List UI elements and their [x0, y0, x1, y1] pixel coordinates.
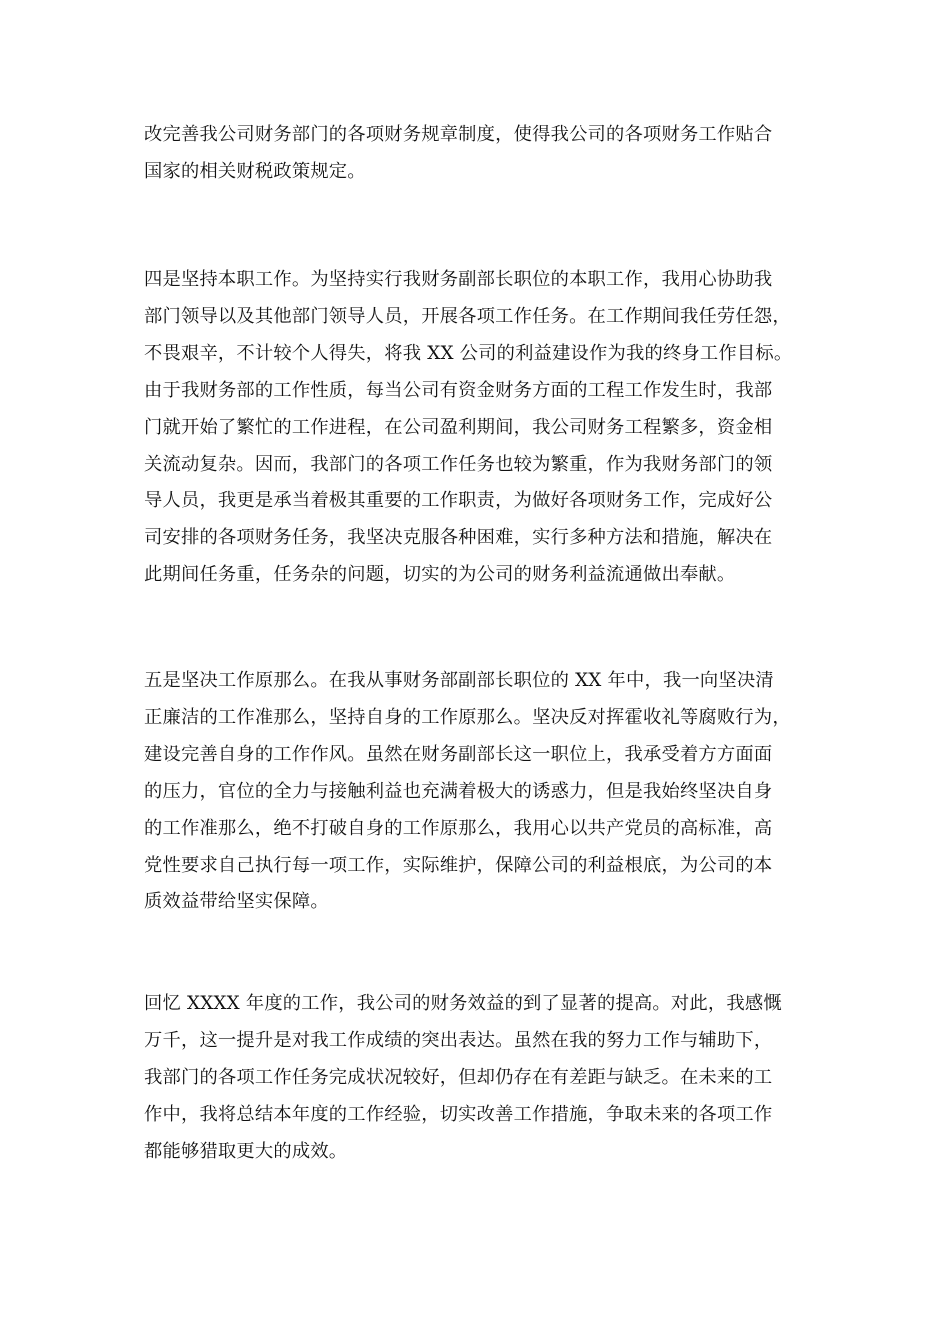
text-line: 关流动复杂。因而，我部门的各项工作任务也较为繁重，作为我财务部门的领: [144, 453, 773, 475]
paragraph-year-review: [144, 986, 809, 1171]
text-line: 五是坚决工作原那么。在我从事财务部副部长职位的 XX 年中，我一向坚决清: [144, 670, 774, 691]
text-line: 正廉洁的工作准那么，坚持自身的工作原那么。坚决反对挥霍收礼等腐败行为，: [144, 706, 791, 728]
text-line: 门就开始了繁忙的工作进程，在公司盈利期间，我公司财务工程繁多，资金相: [144, 416, 773, 438]
text-line: 此期间任务重，任务杂的问题，切实的为公司的财务利益流通做出奉献。: [144, 564, 736, 586]
paragraph-financial-regulations: [144, 117, 809, 191]
text-line: 四是坚持本职工作。为坚持实行我财务副部长职位的本职工作，我用心协助我: [144, 269, 773, 290]
text-line: 党性要求自己执行每一项工作，实际维护，保障公司的利益根底，为公司的本: [144, 854, 773, 876]
text-line: 的压力，官位的全力与接触利益也充满着极大的诱惑力，但是我始终坚决自身: [144, 780, 773, 802]
text-line: 我部门的各项工作任务完成状况较好，但却仍存在有差距与缺乏。在未来的工: [144, 1066, 773, 1088]
text-line: 的工作准那么，绝不打破自身的工作原那么，我用心以共产党员的高标准，高: [144, 817, 773, 839]
text-line: 回忆 XXXX 年度的工作，我公司的财务效益的到了显著的提高。对此，我感慨: [144, 993, 782, 1014]
text-line: 建设完善自身的工作作风。虽然在财务副部长这一职位上，我承受着方方面面: [144, 743, 773, 765]
text-line: 作中，我将总结本年度的工作经验，切实改善工作措施，争取未来的各项工作: [144, 1103, 773, 1125]
text-line: 万千，这一提升是对我工作成绩的突出表达。虽然在我的努力工作与辅助下，: [144, 1029, 773, 1051]
text-line: 部门领导以及其他部门领导人员，开展各项工作任务。在工作期间我任劳任怨，: [144, 305, 791, 327]
text-line: 改完善我公司财务部门的各项财务规章制度，使得我公司的各项财务工作贴合: [144, 124, 773, 145]
text-line: 不畏艰辛，不计较个人得失，将我 XX 公司的利益建设作为我的终身工作目标。: [144, 342, 793, 364]
text-line: 质效益带给坚实保障。: [144, 891, 329, 913]
text-line: 导人员，我更是承当着极其重要的工作职责，为做好各项财务工作，完成好公: [144, 490, 773, 512]
paragraph-point-five: [144, 663, 809, 921]
text-line: 国家的相关财税政策规定。: [144, 160, 366, 182]
paragraph-point-four: [144, 262, 809, 594]
text-line: 司安排的各项财务任务，我坚决克服各种困难，实行多种方法和措施，解决在: [144, 527, 773, 549]
text-line: 都能够猎取更大的成效。: [144, 1140, 348, 1162]
text-line: 由于我财务部的工作性质，每当公司有资金财务方面的工程工作发生时，我部: [144, 379, 773, 401]
